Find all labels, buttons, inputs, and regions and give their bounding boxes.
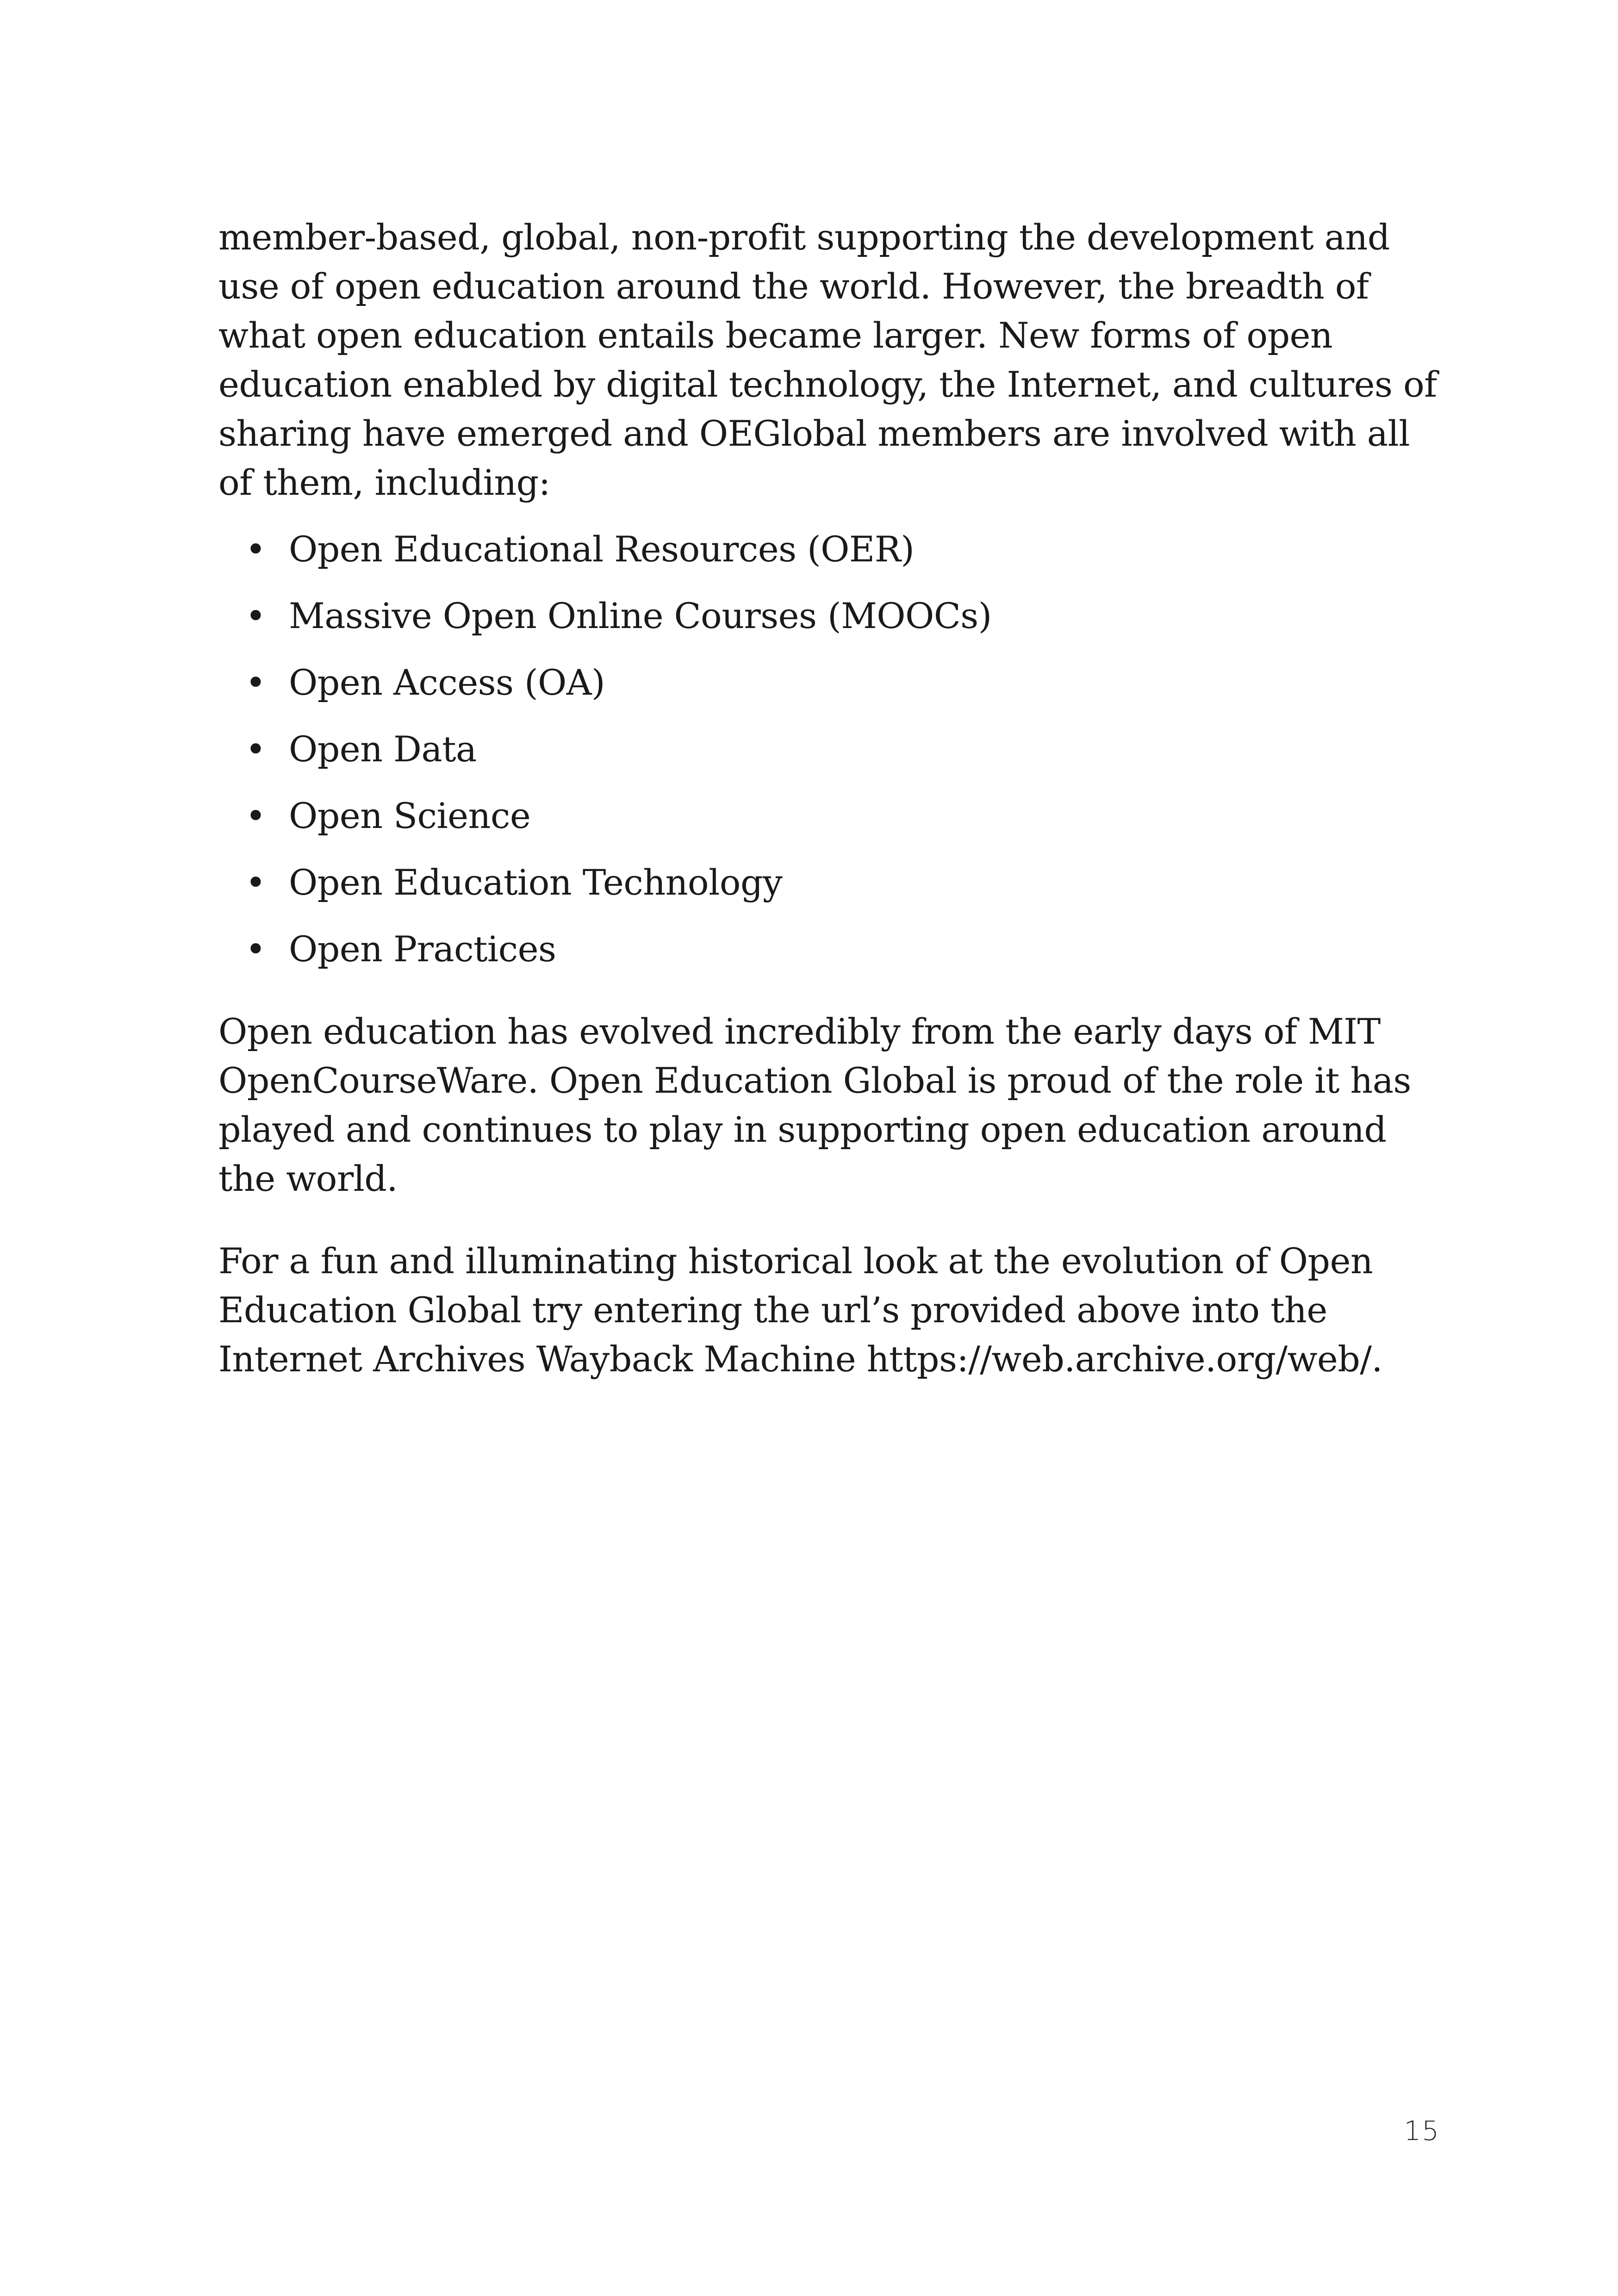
list-item-text: Open Science bbox=[289, 795, 531, 836]
wayback-paragraph: For a fun and illuminating historical look at the evolution of Open Education Global try entering the url’s provided above into the Internet Archives Wayback Machine https://web.archive.org/web/. bbox=[218, 1240, 1382, 1380]
list-item-text: Open Data bbox=[289, 728, 477, 770]
page-body bbox=[218, 213, 1440, 1384]
bullet-icon: • bbox=[245, 862, 266, 903]
list-item-text: Open Practices bbox=[289, 928, 556, 970]
list-item-text: Open Educational Resources (OER) bbox=[289, 529, 915, 570]
list-item-text: Open Access (OA) bbox=[289, 662, 605, 703]
list-item bbox=[218, 725, 1440, 774]
bullet-icon: • bbox=[245, 728, 266, 770]
list-item bbox=[218, 591, 1440, 641]
bullet-icon: • bbox=[245, 529, 266, 570]
bullet-icon: • bbox=[245, 662, 266, 703]
list-item bbox=[218, 858, 1440, 907]
evolution-paragraph: Open education has evolved incredibly from the early days of MIT OpenCourseWare. Open Education Global is proud of the role it has played and continues to play in supporting open education around the world. bbox=[218, 1011, 1411, 1199]
list-item-text: Massive Open Online Courses (MOOCs) bbox=[289, 595, 992, 636]
list-item bbox=[218, 925, 1440, 974]
open-education-forms-list bbox=[218, 525, 1440, 974]
list-item bbox=[218, 791, 1440, 840]
bullet-icon: • bbox=[245, 595, 266, 636]
list-item bbox=[218, 658, 1440, 707]
list-item bbox=[218, 525, 1440, 574]
page-number: 15 bbox=[1404, 2115, 1440, 2147]
bullet-icon: • bbox=[245, 795, 266, 836]
bullet-icon: • bbox=[245, 928, 266, 970]
intro-paragraph: member-based, global, non-profit supporting the development and use of open education around the world. However, the breadth of what open education entails became larger. New forms of open education enabled by digital technology, the Internet, and cultures of sharing have emerged and OEGlobal members are involved with all of them, including: bbox=[218, 217, 1437, 503]
list-item-text: Open Education Technology bbox=[289, 862, 783, 903]
